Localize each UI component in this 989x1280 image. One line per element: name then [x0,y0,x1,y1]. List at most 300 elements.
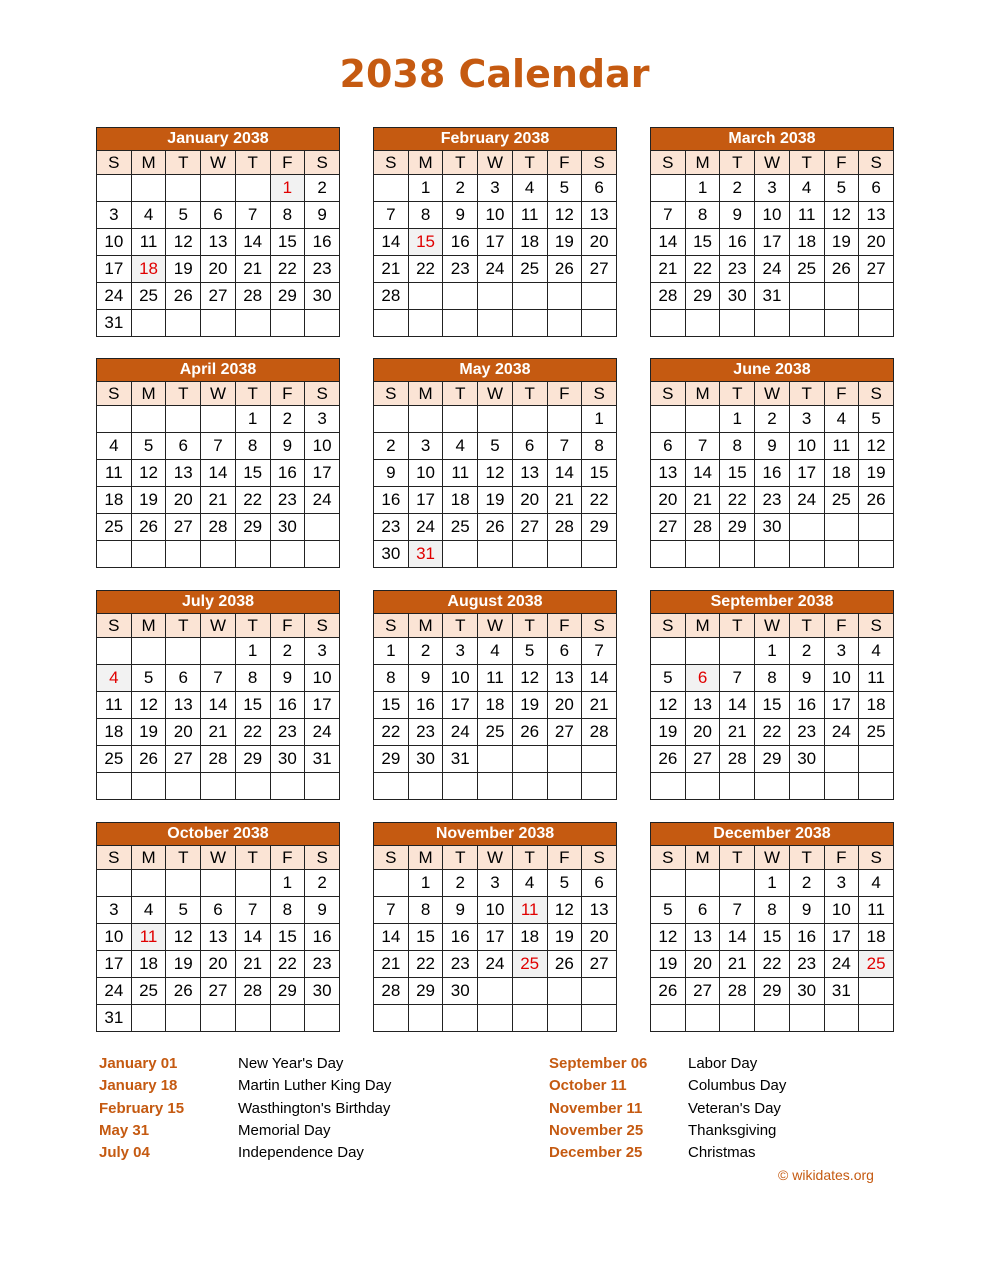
weekday-header: S [582,614,617,638]
day-cell [201,310,236,337]
day-cell [755,541,790,568]
weekday-header: M [131,846,166,870]
day-cell [651,541,686,568]
day-cell: 10 [478,897,513,924]
weekday-header: T [443,151,478,175]
weekday-header: S [374,382,409,406]
weekday-header: M [408,846,443,870]
week-row [97,665,340,692]
day-cell: 13 [685,692,720,719]
month-calendar [650,590,894,800]
day-cell [166,870,201,897]
weekday-header: W [755,151,790,175]
day-cell: 19 [547,924,582,951]
week-row [651,229,894,256]
weekday-header: F [824,846,859,870]
day-cell: 3 [305,406,340,433]
day-cell [720,773,755,800]
day-cell: 25 [859,951,894,978]
day-cell [824,746,859,773]
day-cell: 20 [201,951,236,978]
day-cell: 10 [824,897,859,924]
day-cell [789,773,824,800]
day-cell: 2 [270,638,305,665]
week-row [374,487,617,514]
day-cell: 7 [374,202,409,229]
month-title: May 2038 [374,359,617,382]
weekday-header: T [166,846,201,870]
weekday-header: W [755,382,790,406]
day-cell [131,310,166,337]
day-cell: 11 [97,460,132,487]
day-cell: 11 [97,692,132,719]
day-cell: 21 [651,256,686,283]
week-row [374,746,617,773]
holiday-date: May 31 [99,1121,150,1139]
day-cell: 1 [755,870,790,897]
day-cell: 24 [478,951,513,978]
day-cell [512,310,547,337]
day-cell: 19 [547,229,582,256]
weekday-header: W [201,382,236,406]
day-cell [859,514,894,541]
day-cell [547,541,582,568]
day-cell: 15 [408,924,443,951]
day-cell: 5 [131,665,166,692]
week-row [651,256,894,283]
month-title: January 2038 [97,128,340,151]
day-cell: 23 [270,487,305,514]
weekday-header: F [270,151,305,175]
day-cell [235,870,270,897]
day-cell: 15 [408,229,443,256]
day-cell: 7 [720,897,755,924]
day-cell: 3 [305,638,340,665]
day-cell: 26 [131,514,166,541]
day-cell: 5 [547,870,582,897]
week-row [97,433,340,460]
month-calendar [96,127,340,337]
day-cell: 13 [859,202,894,229]
day-cell: 2 [305,175,340,202]
month-title: December 2038 [651,823,894,846]
day-cell: 9 [789,897,824,924]
week-row [97,719,340,746]
week-row [97,951,340,978]
weekday-header: S [305,382,340,406]
month-title: June 2038 [651,359,894,382]
day-cell: 10 [305,665,340,692]
day-cell: 25 [97,746,132,773]
day-cell: 11 [443,460,478,487]
day-cell: 29 [720,514,755,541]
day-cell: 11 [824,433,859,460]
week-row [97,175,340,202]
weekday-header: F [824,382,859,406]
day-cell: 8 [235,665,270,692]
day-cell [408,773,443,800]
day-cell: 6 [201,202,236,229]
day-cell [201,541,236,568]
day-cell: 15 [235,460,270,487]
day-cell [201,406,236,433]
day-cell: 14 [720,692,755,719]
day-cell [685,773,720,800]
day-cell: 10 [305,433,340,460]
day-cell [547,1005,582,1032]
day-cell: 23 [789,719,824,746]
day-cell: 29 [270,978,305,1005]
day-cell: 15 [374,692,409,719]
weekday-header: S [582,151,617,175]
day-cell: 3 [824,638,859,665]
day-cell: 27 [685,978,720,1005]
day-cell: 31 [97,310,132,337]
day-cell [270,310,305,337]
day-cell: 28 [374,283,409,310]
day-cell: 1 [270,175,305,202]
day-cell [97,406,132,433]
day-cell [547,978,582,1005]
day-cell: 8 [270,202,305,229]
day-cell [789,310,824,337]
day-cell [131,541,166,568]
holiday-date: January 01 [99,1055,178,1072]
day-cell: 25 [443,514,478,541]
day-cell: 5 [166,202,201,229]
day-cell [824,773,859,800]
day-cell: 6 [685,897,720,924]
day-cell [270,541,305,568]
weekday-header: F [547,151,582,175]
week-row [651,719,894,746]
week-row [374,692,617,719]
day-cell [97,773,132,800]
week-row [97,746,340,773]
week-row [651,514,894,541]
week-row [651,487,894,514]
week-row [97,514,340,541]
day-cell: 13 [582,897,617,924]
day-cell: 14 [547,460,582,487]
day-cell [651,1005,686,1032]
week-row [374,951,617,978]
day-cell: 29 [755,746,790,773]
day-cell: 5 [651,897,686,924]
week-row [651,978,894,1005]
day-cell: 18 [443,487,478,514]
day-cell: 1 [235,406,270,433]
day-cell: 15 [235,692,270,719]
week-row [651,406,894,433]
day-cell: 7 [235,202,270,229]
day-cell [235,541,270,568]
day-cell: 11 [859,897,894,924]
day-cell [478,773,513,800]
day-cell: 11 [512,202,547,229]
day-cell: 14 [235,229,270,256]
day-cell [408,406,443,433]
day-cell: 16 [374,487,409,514]
weekday-header: M [131,382,166,406]
day-cell: 18 [824,460,859,487]
day-cell: 6 [859,175,894,202]
day-cell: 24 [408,514,443,541]
day-cell: 29 [270,283,305,310]
month-title: August 2038 [374,591,617,614]
day-cell [720,870,755,897]
weekday-header: T [789,846,824,870]
day-cell: 24 [824,719,859,746]
day-cell: 7 [685,433,720,460]
day-cell: 21 [201,487,236,514]
day-cell [547,406,582,433]
weekday-header: S [97,382,132,406]
day-cell: 19 [166,256,201,283]
day-cell: 12 [547,897,582,924]
day-cell: 2 [408,638,443,665]
day-cell: 27 [512,514,547,541]
day-cell: 17 [97,256,132,283]
day-cell: 13 [201,924,236,951]
day-cell: 9 [270,433,305,460]
day-cell: 5 [651,665,686,692]
day-cell [131,638,166,665]
day-cell: 3 [97,897,132,924]
day-cell: 28 [582,719,617,746]
weekday-header: T [789,151,824,175]
day-cell: 25 [859,719,894,746]
day-cell: 2 [720,175,755,202]
day-cell: 31 [443,746,478,773]
day-cell: 5 [166,897,201,924]
weekday-header: S [859,614,894,638]
day-cell: 26 [512,719,547,746]
week-row [374,870,617,897]
day-cell: 3 [824,870,859,897]
day-cell: 26 [478,514,513,541]
day-cell: 26 [651,746,686,773]
day-cell [131,406,166,433]
weekday-header: F [824,151,859,175]
weekday-header: T [720,614,755,638]
day-cell: 6 [547,638,582,665]
day-cell: 22 [408,256,443,283]
day-cell: 14 [720,924,755,951]
week-row [97,978,340,1005]
weekday-header: T [720,382,755,406]
day-cell: 20 [651,487,686,514]
month-calendar [650,822,894,1032]
day-cell: 21 [201,719,236,746]
day-cell: 4 [824,406,859,433]
day-cell: 29 [582,514,617,541]
weekday-header: F [824,614,859,638]
day-cell: 22 [582,487,617,514]
day-cell: 23 [305,951,340,978]
month-calendar [373,590,617,800]
month-calendar [650,358,894,568]
day-cell: 18 [859,924,894,951]
day-cell [166,638,201,665]
week-row [97,460,340,487]
week-row [97,256,340,283]
day-cell: 11 [478,665,513,692]
day-cell [166,310,201,337]
day-cell: 30 [270,746,305,773]
day-cell: 26 [166,283,201,310]
day-cell [443,773,478,800]
day-cell: 24 [305,719,340,746]
day-cell: 8 [720,433,755,460]
credit[interactable] [778,1167,874,1183]
day-cell: 4 [859,870,894,897]
day-cell: 29 [408,978,443,1005]
day-cell: 3 [408,433,443,460]
day-cell: 24 [824,951,859,978]
day-cell: 9 [443,897,478,924]
day-cell: 23 [374,514,409,541]
weekday-header: T [512,151,547,175]
day-cell: 20 [201,256,236,283]
day-cell: 23 [443,256,478,283]
day-cell: 18 [512,229,547,256]
day-cell: 13 [166,460,201,487]
day-cell [720,638,755,665]
day-cell: 4 [859,638,894,665]
day-cell [374,406,409,433]
weekday-header: T [720,846,755,870]
weekday-header: W [201,846,236,870]
day-cell [651,773,686,800]
day-cell: 23 [789,951,824,978]
day-cell [166,406,201,433]
day-cell: 15 [720,460,755,487]
day-cell: 28 [374,978,409,1005]
day-cell: 14 [685,460,720,487]
day-cell: 27 [859,256,894,283]
day-cell: 10 [97,229,132,256]
holiday-name: Veteran's Day [688,1099,781,1117]
day-cell: 21 [720,951,755,978]
month-calendar [96,822,340,1032]
day-cell: 22 [755,951,790,978]
day-cell [755,1005,790,1032]
day-cell: 21 [235,256,270,283]
day-cell: 29 [235,746,270,773]
day-cell [478,541,513,568]
weekday-header: W [478,846,513,870]
day-cell [443,406,478,433]
weekday-header: T [512,614,547,638]
day-cell: 12 [824,202,859,229]
month-title: February 2038 [374,128,617,151]
day-cell: 8 [755,897,790,924]
week-row [651,283,894,310]
weekday-header: T [235,382,270,406]
day-cell [131,773,166,800]
month-calendar [373,127,617,337]
day-cell: 23 [755,487,790,514]
day-cell: 12 [547,202,582,229]
day-cell: 4 [443,433,478,460]
day-cell: 5 [547,175,582,202]
week-row [651,951,894,978]
week-row [651,1005,894,1032]
day-cell: 22 [270,256,305,283]
day-cell [685,406,720,433]
day-cell [443,283,478,310]
day-cell: 22 [685,256,720,283]
day-cell: 17 [824,692,859,719]
day-cell: 8 [374,665,409,692]
day-cell: 25 [131,978,166,1005]
day-cell: 15 [755,692,790,719]
day-cell [166,1005,201,1032]
holiday-name: Labor Day [688,1055,758,1072]
day-cell: 2 [443,870,478,897]
day-cell: 16 [305,924,340,951]
day-cell: 10 [789,433,824,460]
day-cell [305,1005,340,1032]
day-cell: 7 [547,433,582,460]
day-cell: 19 [166,951,201,978]
day-cell: 10 [824,665,859,692]
day-cell: 20 [685,719,720,746]
day-cell: 25 [97,514,132,541]
month-title: October 2038 [97,823,340,846]
weekday-header: T [443,614,478,638]
holiday-date: December 25 [549,1144,643,1162]
day-cell [374,773,409,800]
day-cell [374,1005,409,1032]
day-cell: 7 [582,638,617,665]
day-cell: 16 [408,692,443,719]
weekday-header: M [408,382,443,406]
week-row [97,773,340,800]
day-cell: 27 [651,514,686,541]
day-cell: 29 [374,746,409,773]
weekday-header: S [582,382,617,406]
day-cell: 13 [512,460,547,487]
day-cell: 2 [374,433,409,460]
day-cell: 19 [131,487,166,514]
week-row [651,746,894,773]
weekday-header: S [305,614,340,638]
weekday-header: T [720,151,755,175]
weekday-header: W [478,151,513,175]
day-cell: 22 [270,951,305,978]
day-cell: 10 [755,202,790,229]
day-cell: 19 [859,460,894,487]
credit-text: wikidates.org [792,1167,874,1183]
day-cell: 18 [478,692,513,719]
day-cell: 30 [408,746,443,773]
day-cell: 12 [166,924,201,951]
day-cell: 28 [201,514,236,541]
day-cell: 5 [824,175,859,202]
day-cell [547,283,582,310]
month-calendar [650,127,894,337]
holiday-date: October 11 [549,1077,627,1095]
day-cell: 31 [824,978,859,1005]
weekday-header: T [166,614,201,638]
day-cell: 8 [582,433,617,460]
day-cell: 6 [582,175,617,202]
day-cell: 30 [270,514,305,541]
day-cell [201,175,236,202]
weekday-header: W [478,614,513,638]
